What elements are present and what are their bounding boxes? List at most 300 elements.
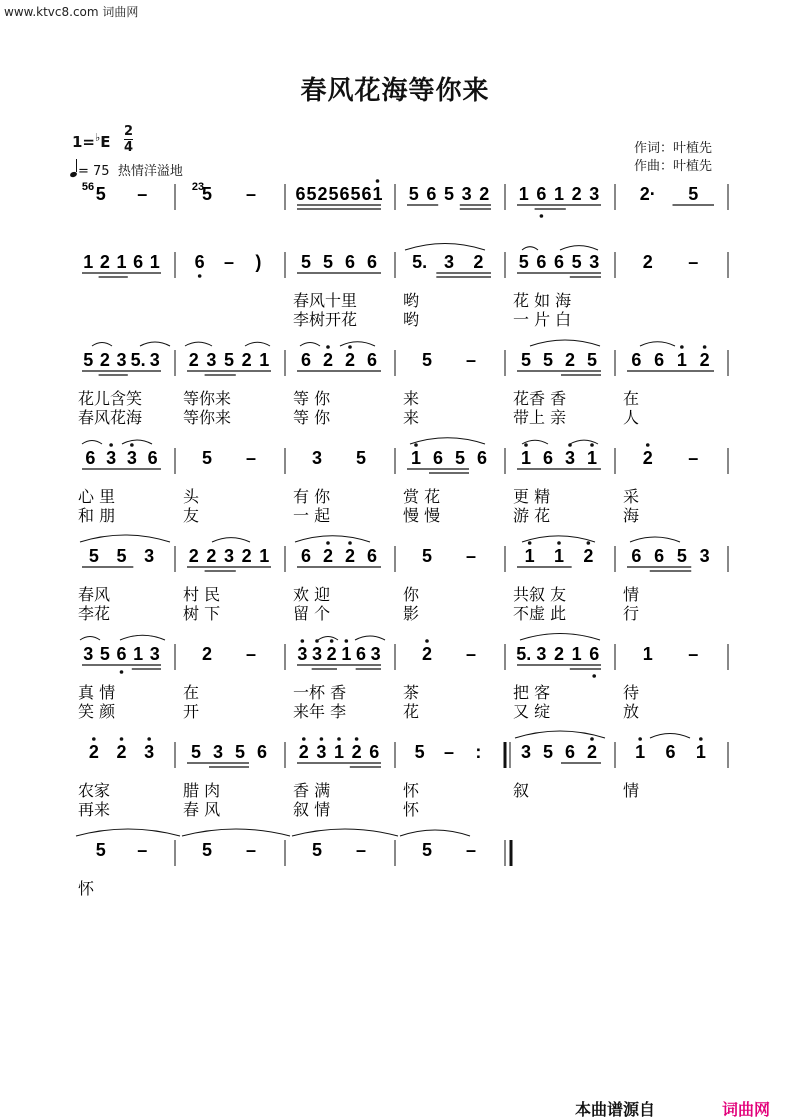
note-digit: 1: [518, 184, 529, 204]
lyric-verse-1: 等 你: [293, 389, 331, 408]
note-digit: –: [443, 742, 455, 762]
tie-arc: [212, 538, 250, 542]
note-digit: 6: [589, 644, 600, 664]
note-digit: 1: [341, 644, 352, 664]
tie-arc: [140, 342, 170, 346]
high-octave-dot: [524, 443, 528, 447]
note-digit: 6: [366, 350, 378, 370]
note-digit: 2: [344, 350, 356, 370]
note-digit: 5: [95, 840, 106, 860]
lyric-verse-2: 和 朋: [78, 506, 116, 525]
note-digit: 5: [201, 184, 213, 204]
note-digit: –: [245, 644, 257, 664]
note-digit: 6: [194, 252, 205, 272]
lyric-verse-1: 村 民: [183, 585, 221, 604]
note-digit: 6: [536, 184, 547, 204]
note-digit: 5: [83, 350, 94, 370]
song-title: 春风花海等你来: [300, 76, 490, 106]
lyric-verse-1: 更 精: [513, 487, 551, 506]
note-digit: 5: [355, 448, 367, 468]
tie-arc: [120, 635, 165, 640]
tie-arc: [185, 342, 212, 346]
high-octave-dot: [120, 737, 124, 741]
note-digit: 2: [564, 350, 576, 370]
note-digit: 6: [339, 184, 350, 204]
lyric-verse-2: 游 花: [513, 506, 551, 525]
note-digit: 5: [421, 840, 433, 860]
note-digit: 3: [116, 350, 127, 370]
tie-arc: [520, 634, 600, 641]
note-digit: 5.: [412, 252, 428, 272]
note-digit: 6: [369, 742, 380, 762]
note-digit: 2: [298, 742, 309, 762]
note-digit: 5: [688, 184, 699, 204]
note-digit: 3: [149, 644, 160, 664]
note-digit: 1: [642, 644, 653, 664]
lyric-verse-1: 有 你: [293, 487, 331, 506]
note-digit: 3: [126, 448, 137, 468]
lyric-verse-2: 带上 亲: [513, 408, 567, 427]
tie-arc: [355, 636, 385, 640]
note-digit: 5: [414, 742, 425, 762]
note-digit: 2: [553, 644, 565, 664]
lyric-verse-1: 春风: [78, 585, 111, 604]
note-digit: 6: [256, 742, 268, 762]
high-octave-dot: [345, 639, 349, 643]
lyric-verse-1: 一杯 香: [293, 683, 347, 702]
lyric-verse-1: 怀: [403, 781, 420, 800]
note-digit: 5: [322, 252, 334, 272]
lyric-verse-2: 一 起: [293, 506, 331, 525]
note-digit: –: [223, 252, 235, 272]
note-digit: 2: [116, 742, 127, 762]
lyric-verse-2: 花: [403, 702, 420, 721]
note-digit: 6: [564, 742, 576, 762]
tie-arc: [122, 440, 152, 444]
note-digit: 3: [149, 350, 160, 370]
key-prefix: 1=: [72, 133, 96, 151]
high-octave-dot: [528, 541, 532, 545]
note-digit: 1: [83, 252, 94, 272]
note-digit: 1: [133, 644, 144, 664]
note-digit: 5.: [516, 644, 532, 664]
note-digit: 2: [421, 644, 433, 664]
high-octave-dot: [326, 345, 330, 349]
lyric-verse-2: 李花: [78, 604, 111, 623]
note-digit: 3: [311, 644, 323, 664]
note-digit: 3: [520, 742, 532, 762]
lyric-verse-1: 情: [623, 781, 640, 800]
lyric-verse-2: 春 风: [183, 800, 221, 819]
note-digit: –: [355, 840, 367, 860]
note-digit: 6: [426, 184, 437, 204]
low-octave-dot: [198, 274, 202, 278]
lyric-verse-2: 又 绽: [513, 702, 551, 721]
tie-arc: [560, 246, 598, 250]
note-digit: ): [255, 252, 262, 272]
note-digit: 6: [553, 252, 565, 272]
note-digit: 2: [241, 546, 252, 566]
note-digit: 1: [676, 350, 687, 370]
note-digit: 2: [351, 742, 362, 762]
note-digit: 3: [206, 350, 217, 370]
lyric-verse-2: 等 你: [293, 408, 331, 427]
note-digit: :: [475, 742, 482, 762]
note-digit: 6: [631, 350, 642, 370]
note-digit: 6: [133, 252, 144, 272]
note-digit: 6: [300, 546, 312, 566]
lyric-verse-2: 开: [183, 702, 200, 721]
note-digit: –: [245, 448, 257, 468]
lyric-verse-1: 花 如 海: [513, 291, 572, 310]
note-digit: 2·: [639, 184, 656, 204]
note-digit: 1: [571, 644, 582, 664]
lyric-verse-2: 等你来: [183, 408, 232, 427]
tie-arc: [410, 438, 485, 444]
note-digit: 2: [586, 742, 598, 762]
note-digit: 5: [421, 350, 433, 370]
note-digit: 6: [344, 252, 356, 272]
note-digit: 2: [699, 350, 710, 370]
note-digit: 1: [259, 546, 270, 566]
high-octave-dot: [326, 541, 330, 545]
lyric-verse-1: 农家: [78, 781, 111, 800]
note-digit: 2: [317, 184, 328, 204]
grace-note: 23: [191, 181, 205, 193]
lyric-verse-1: 春风十里: [293, 291, 358, 310]
lyric-verse-1: 真 情: [78, 683, 116, 702]
note-digit: 3: [443, 252, 455, 272]
note-digit: 1: [116, 252, 127, 272]
high-octave-dot: [348, 345, 352, 349]
lyric-verse-1: 等你来: [183, 389, 232, 408]
high-octave-dot: [147, 737, 151, 741]
low-octave-dot: [592, 674, 596, 678]
note-digit: 5: [542, 350, 554, 370]
lyric-verse-1: 待: [623, 683, 640, 702]
low-octave-dot: [540, 214, 544, 218]
note-digit: 3: [461, 184, 472, 204]
note-digit: 2: [206, 546, 217, 566]
high-octave-dot: [348, 541, 352, 545]
note-digit: 6: [476, 448, 488, 468]
note-digit: 6: [366, 252, 378, 272]
note-digit: 6: [116, 644, 127, 664]
tie-arc: [650, 734, 690, 739]
high-octave-dot: [590, 443, 594, 447]
lyric-verse-2: 哟: [403, 310, 420, 329]
note-digit: –: [245, 840, 257, 860]
lyric-verse-1: 怀: [78, 879, 95, 898]
high-octave-dot: [337, 737, 341, 741]
high-octave-dot: [376, 179, 380, 183]
note-digit: 1: [695, 742, 706, 762]
note-digit: 1: [259, 350, 270, 370]
note-digit: 1: [372, 184, 383, 204]
note-digit: 3: [699, 546, 710, 566]
note-digit: 1: [553, 184, 565, 204]
lyric-verse-2: 不虚 此: [513, 604, 567, 623]
note-digit: 2: [99, 350, 110, 370]
high-octave-dot: [425, 639, 429, 643]
composer-credit: 作曲：叶植先: [634, 159, 713, 174]
note-digit: 1: [149, 252, 160, 272]
note-digit: 3: [316, 742, 327, 762]
high-octave-dot: [355, 737, 359, 741]
high-octave-dot: [638, 737, 642, 741]
lyric-verse-2: 李树开花: [293, 310, 358, 329]
site-logo: 词曲网: [722, 1100, 771, 1119]
note-digit: 2: [201, 644, 213, 664]
note-digit: 6: [295, 184, 306, 204]
high-octave-dot: [301, 639, 305, 643]
lyric-verse-1: 把 客: [513, 683, 551, 702]
note-digit: 6: [355, 644, 367, 664]
note-digit: 5: [300, 252, 312, 272]
tempo-value: = 75: [78, 164, 110, 179]
high-octave-dot: [130, 443, 134, 447]
source-credit: 本曲谱源自: [575, 1100, 656, 1119]
note-digit: 3: [589, 184, 600, 204]
note-digit: 5: [234, 742, 246, 762]
note-digit: 5: [454, 448, 466, 468]
note-digit: 1: [410, 448, 422, 468]
lyric-verse-1: 赏 花: [403, 487, 441, 506]
tie-arc: [80, 535, 170, 542]
note-digit: 2: [642, 252, 653, 272]
lyric-verse-1: 心 里: [78, 487, 116, 506]
note-digit: 3: [144, 546, 155, 566]
high-octave-dot: [680, 345, 684, 349]
note-digit: 6: [536, 252, 547, 272]
high-octave-dot: [302, 737, 306, 741]
tie-arc: [182, 829, 290, 836]
lyric-verse-1: 花香 香: [513, 389, 567, 408]
tie-arc: [400, 830, 470, 836]
note-digit: 5: [311, 840, 323, 860]
lyric-verse-1: 腊 肉: [183, 781, 221, 800]
note-digit: 5: [408, 184, 419, 204]
tie-arc: [405, 244, 485, 251]
note-digit: 2: [322, 350, 334, 370]
lyric-verse-2: 人: [623, 408, 640, 427]
note-digit: –: [137, 840, 148, 860]
note-digit: 6: [366, 546, 378, 566]
note-digit: 5: [443, 184, 455, 204]
note-digit: 5: [350, 184, 361, 204]
note-digit: 5: [201, 840, 213, 860]
note-digit: 1: [520, 448, 532, 468]
high-octave-dot: [699, 737, 703, 741]
lyric-verse-1: 头: [183, 487, 200, 506]
note-digit: 3: [212, 742, 224, 762]
high-octave-dot: [330, 639, 334, 643]
flat-sign: ♭: [95, 131, 101, 144]
lyric-verse-2: 慢 慢: [403, 506, 441, 525]
lyric-verse-2: 来年 李: [293, 702, 347, 721]
note-digit: 2: [188, 350, 199, 370]
note-digit: 1: [333, 742, 345, 762]
lyric-verse-1: 共叙 友: [513, 585, 567, 604]
note-digit: 5: [306, 184, 317, 204]
lyric-verse-2: 放: [623, 702, 640, 721]
site-watermark: www.ktvc8.com 词曲网: [4, 5, 139, 19]
note-digit: 3: [589, 252, 600, 272]
note-digit: 6: [85, 448, 96, 468]
tie-arc: [80, 637, 100, 641]
note-digit: 5: [190, 742, 202, 762]
note-digit: 6: [654, 350, 665, 370]
note-digit: 5: [542, 742, 554, 762]
note-digit: 2: [473, 252, 484, 272]
tie-arc: [76, 829, 180, 836]
lyricist-credit: 作词：叶植先: [634, 141, 713, 156]
note-digit: 6: [542, 448, 554, 468]
lyric-verse-1: 花儿含笑: [78, 389, 143, 408]
lyric-verse-2: 树 下: [183, 604, 221, 623]
note-digit: 2: [88, 742, 99, 762]
lyric-verse-2: 影: [403, 604, 420, 623]
note-digit: 3: [106, 448, 117, 468]
tie-arc: [245, 342, 270, 346]
high-octave-dot: [703, 345, 707, 349]
note-digit: 5: [518, 252, 529, 272]
note-digit: 5.: [130, 350, 146, 370]
note-digit: –: [465, 644, 477, 664]
note-digit: 6: [654, 546, 665, 566]
note-digit: 5: [99, 644, 110, 664]
lyric-verse-2: 一 片 白: [513, 310, 572, 329]
note-digit: 5: [676, 546, 687, 566]
high-octave-dot: [587, 541, 591, 545]
note-digit: 5: [586, 350, 598, 370]
tie-arc: [640, 342, 675, 346]
meter-numerator: 2: [124, 124, 134, 139]
tie-arc: [340, 342, 375, 346]
note-digit: 2: [241, 350, 252, 370]
note-digit: 1: [524, 546, 535, 566]
note-digit: –: [688, 644, 699, 664]
high-octave-dot: [590, 737, 594, 741]
note-digit: 6: [300, 350, 312, 370]
lyric-verse-1: 哟: [403, 291, 420, 310]
note-digit: 5: [223, 350, 235, 370]
tempo-expression: 热情洋溢地: [117, 164, 183, 179]
note-digit: 1: [586, 448, 598, 468]
lyric-verse-1: 采: [623, 487, 640, 506]
note-digit: 1: [553, 546, 565, 566]
note-digit: –: [465, 350, 477, 370]
tie-arc: [515, 731, 605, 738]
tie-arc: [300, 343, 320, 347]
tie-arc: [318, 637, 338, 641]
note-digit: 5: [88, 546, 99, 566]
tie-arc: [570, 440, 598, 444]
note-digit: 5: [201, 448, 213, 468]
note-digit: –: [245, 184, 257, 204]
note-digit: 5: [421, 546, 433, 566]
meter-denominator: 4: [124, 140, 134, 155]
tie-arc: [522, 536, 595, 542]
note-digit: 2: [642, 448, 653, 468]
lyric-verse-2: 行: [623, 604, 640, 623]
note-digit: 5: [116, 546, 127, 566]
note-digit: 2: [326, 644, 337, 664]
tie-arc: [92, 343, 112, 347]
note-digit: 2: [344, 546, 356, 566]
note-digit: 6: [432, 448, 444, 468]
note-digit: 6: [631, 546, 642, 566]
lyric-verse-2: 再来: [78, 800, 111, 819]
note-digit: 2: [99, 252, 110, 272]
note-digit: –: [688, 448, 699, 468]
note-digit: 3: [564, 448, 576, 468]
lyric-verse-2: 来: [403, 408, 420, 427]
note-digit: 3: [297, 644, 308, 664]
lyric-verse-2: 春风花海: [78, 408, 143, 427]
tie-arc: [522, 247, 538, 250]
note-digit: 5: [571, 252, 582, 272]
lyric-verse-2: 笑 颜: [78, 702, 116, 721]
high-octave-dot: [414, 443, 418, 447]
note-digit: –: [137, 184, 148, 204]
high-octave-dot: [92, 737, 96, 741]
lyric-verse-2: 海: [623, 506, 640, 525]
note-digit: 2: [583, 546, 594, 566]
note-digit: 6: [665, 742, 676, 762]
note-digit: 3: [83, 644, 94, 664]
lyric-verse-2: 留 个: [293, 604, 331, 623]
lyric-verse-2: 友: [183, 506, 200, 525]
tie-arc: [295, 536, 370, 542]
note-digit: 3: [223, 546, 235, 566]
note-digit: 3: [144, 742, 155, 762]
high-octave-dot: [109, 443, 113, 447]
lyric-verse-1: 叙: [513, 781, 530, 800]
tie-arc: [530, 340, 600, 346]
note-digit: –: [688, 252, 699, 272]
note-digit: 2: [322, 546, 334, 566]
tie-arc: [292, 829, 398, 836]
lyric-verse-1: 在: [183, 683, 200, 702]
low-octave-dot: [120, 670, 124, 674]
note-digit: 3: [311, 448, 323, 468]
key-note: E: [100, 133, 111, 151]
tie-arc: [82, 441, 102, 445]
high-octave-dot: [557, 541, 561, 545]
grace-note: 56: [81, 181, 95, 193]
note-digit: –: [465, 546, 477, 566]
high-octave-dot: [646, 443, 650, 447]
lyric-verse-2: 怀: [403, 800, 420, 819]
lyric-verse-1: 你: [403, 585, 420, 604]
tie-arc: [630, 537, 680, 542]
note-digit: 5: [520, 350, 532, 370]
lyric-verse-1: 欢 迎: [293, 585, 331, 604]
lyric-verse-2: 叙 情: [293, 800, 331, 819]
note-digit: 3: [536, 644, 547, 664]
note-digit: –: [465, 840, 477, 860]
lyric-verse-1: 在: [623, 389, 640, 408]
note-digit: 5: [328, 184, 339, 204]
note-digit: 3: [370, 644, 381, 664]
lyric-verse-1: 情: [623, 585, 640, 604]
note-digit: 2: [479, 184, 490, 204]
lyric-verse-1: 茶: [403, 683, 420, 702]
lyric-verse-1: 香 满: [293, 781, 331, 800]
note-digit: 6: [361, 184, 372, 204]
high-octave-dot: [320, 737, 324, 741]
